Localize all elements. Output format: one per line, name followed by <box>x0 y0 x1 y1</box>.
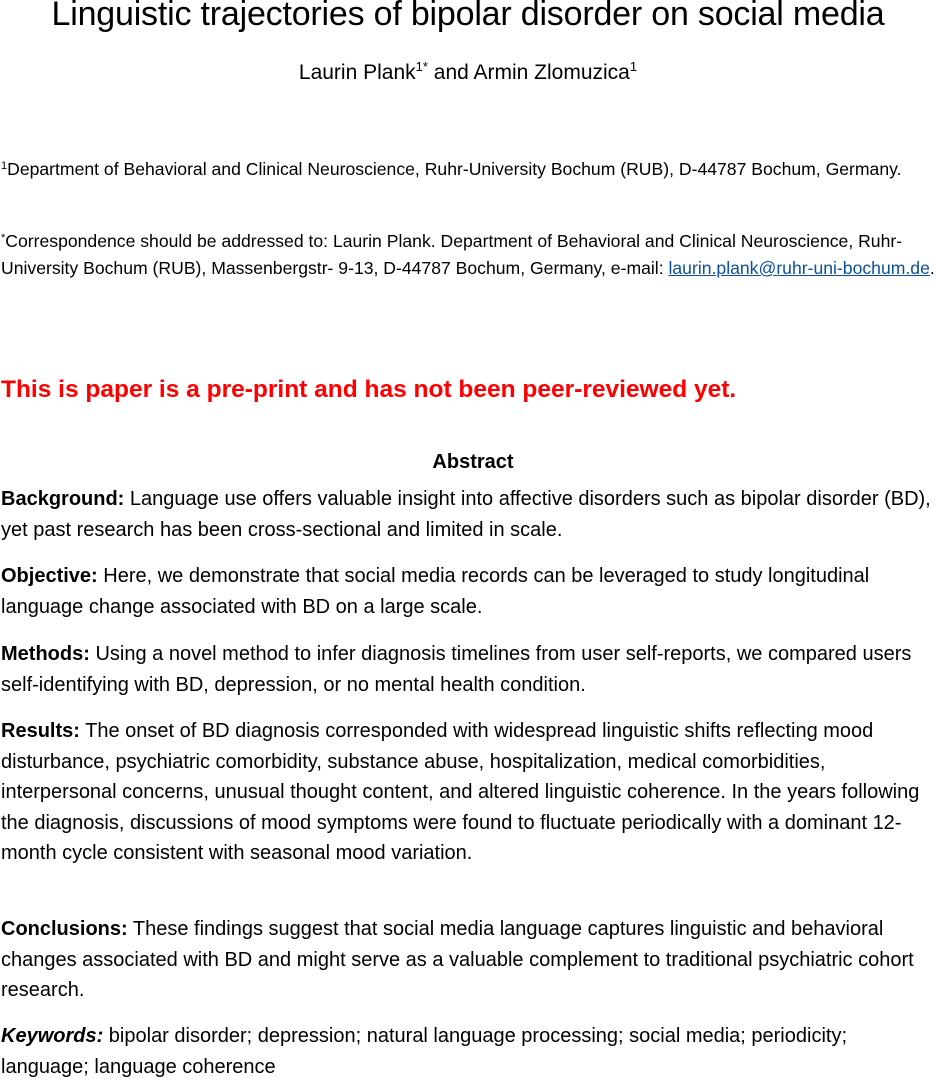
abstract-heading: Abstract <box>432 451 514 473</box>
abstract-methods <box>1 639 936 700</box>
correspondence-note <box>1 228 935 282</box>
section-text: Using a novel method to infer diagnosis timelines from user self-reports, we compared users self-identifying with BD, depression, or no mental health condition. <box>1 643 912 696</box>
author-affiliation-marker: 1 <box>629 59 638 74</box>
section-text: The onset of BD diagnosis corresponded with widespread linguistic shifts reflecting mood disturbance, psychiatric comorbidity, substance abuse, hospitalization, medical comorbidities, interpersonal concerns, unusual thought content, and altered linguistic coherence. In the years following the diagnosis, discussions of mood symptoms were found to fluctuate periodically with a dominant 12-month cycle consistent with seasonal mood variation. <box>1 720 920 864</box>
keywords-label: Keywords: <box>1 1025 104 1047</box>
section-text: Language use offers valuable insight into affective disorders such as bipolar disorder (BD), yet past research has been cross-sectional and limited in scale. <box>1 488 931 541</box>
author-name: Armin Zlomuzica <box>473 61 630 84</box>
author-line <box>0 58 936 88</box>
affiliation-marker: 1 <box>1 160 8 172</box>
correspondence-marker: * <box>1 232 6 244</box>
section-text: These findings suggest that social media language captures linguistic and behavioral changes associated with BD and might serve as a valuable complement to traditional psychiatric cohort research. <box>1 918 914 1001</box>
section-label: Conclusions: <box>1 918 128 940</box>
keywords-text: bipolar disorder; depression; natural language processing; social media; periodicity; language; language coherence <box>1 1025 847 1078</box>
keywords <box>1 1021 936 1082</box>
paper-title: Linguistic trajectories of bipolar disorder on social media <box>51 0 885 33</box>
abstract-conclusions <box>1 914 936 1006</box>
correspondence-trailing: . <box>929 258 935 278</box>
email-link[interactable]: laurin.plank@ruhr-uni-bochum.de <box>668 258 930 278</box>
affiliation-text: Department of Behavioral and Clinical Neuroscience, Ruhr-University Bochum (RUB), D-44787 Bochum, Germany. <box>7 159 902 179</box>
author-name: Laurin Plank <box>298 61 416 84</box>
abstract-objective <box>1 561 936 622</box>
section-label: Methods: <box>1 643 90 665</box>
section-label: Results: <box>1 720 80 742</box>
preprint-notice: This is paper is a pre-print and has not been peer-reviewed yet. <box>1 376 737 403</box>
section-text: Here, we demonstrate that social media records can be leveraged to study longitudinal language change associated with BD on a large scale. <box>1 565 870 618</box>
author-affiliation-marker: 1* <box>415 59 428 74</box>
section-label: Background: <box>1 488 125 510</box>
correspondence-text: Correspondence should be addressed to: Laurin Plank. Department of Behavioral and Clinical Neuroscience, Ruhr-University Bochum (RUB), Massenbergstr- 9-13, D-44787 Bochum, Germany, e-mail: <box>1 231 903 278</box>
affiliation <box>1 156 935 183</box>
author-conjunction: and <box>427 61 474 84</box>
abstract-results <box>1 716 936 869</box>
abstract-background <box>1 484 936 545</box>
section-label: Objective: <box>1 565 98 587</box>
